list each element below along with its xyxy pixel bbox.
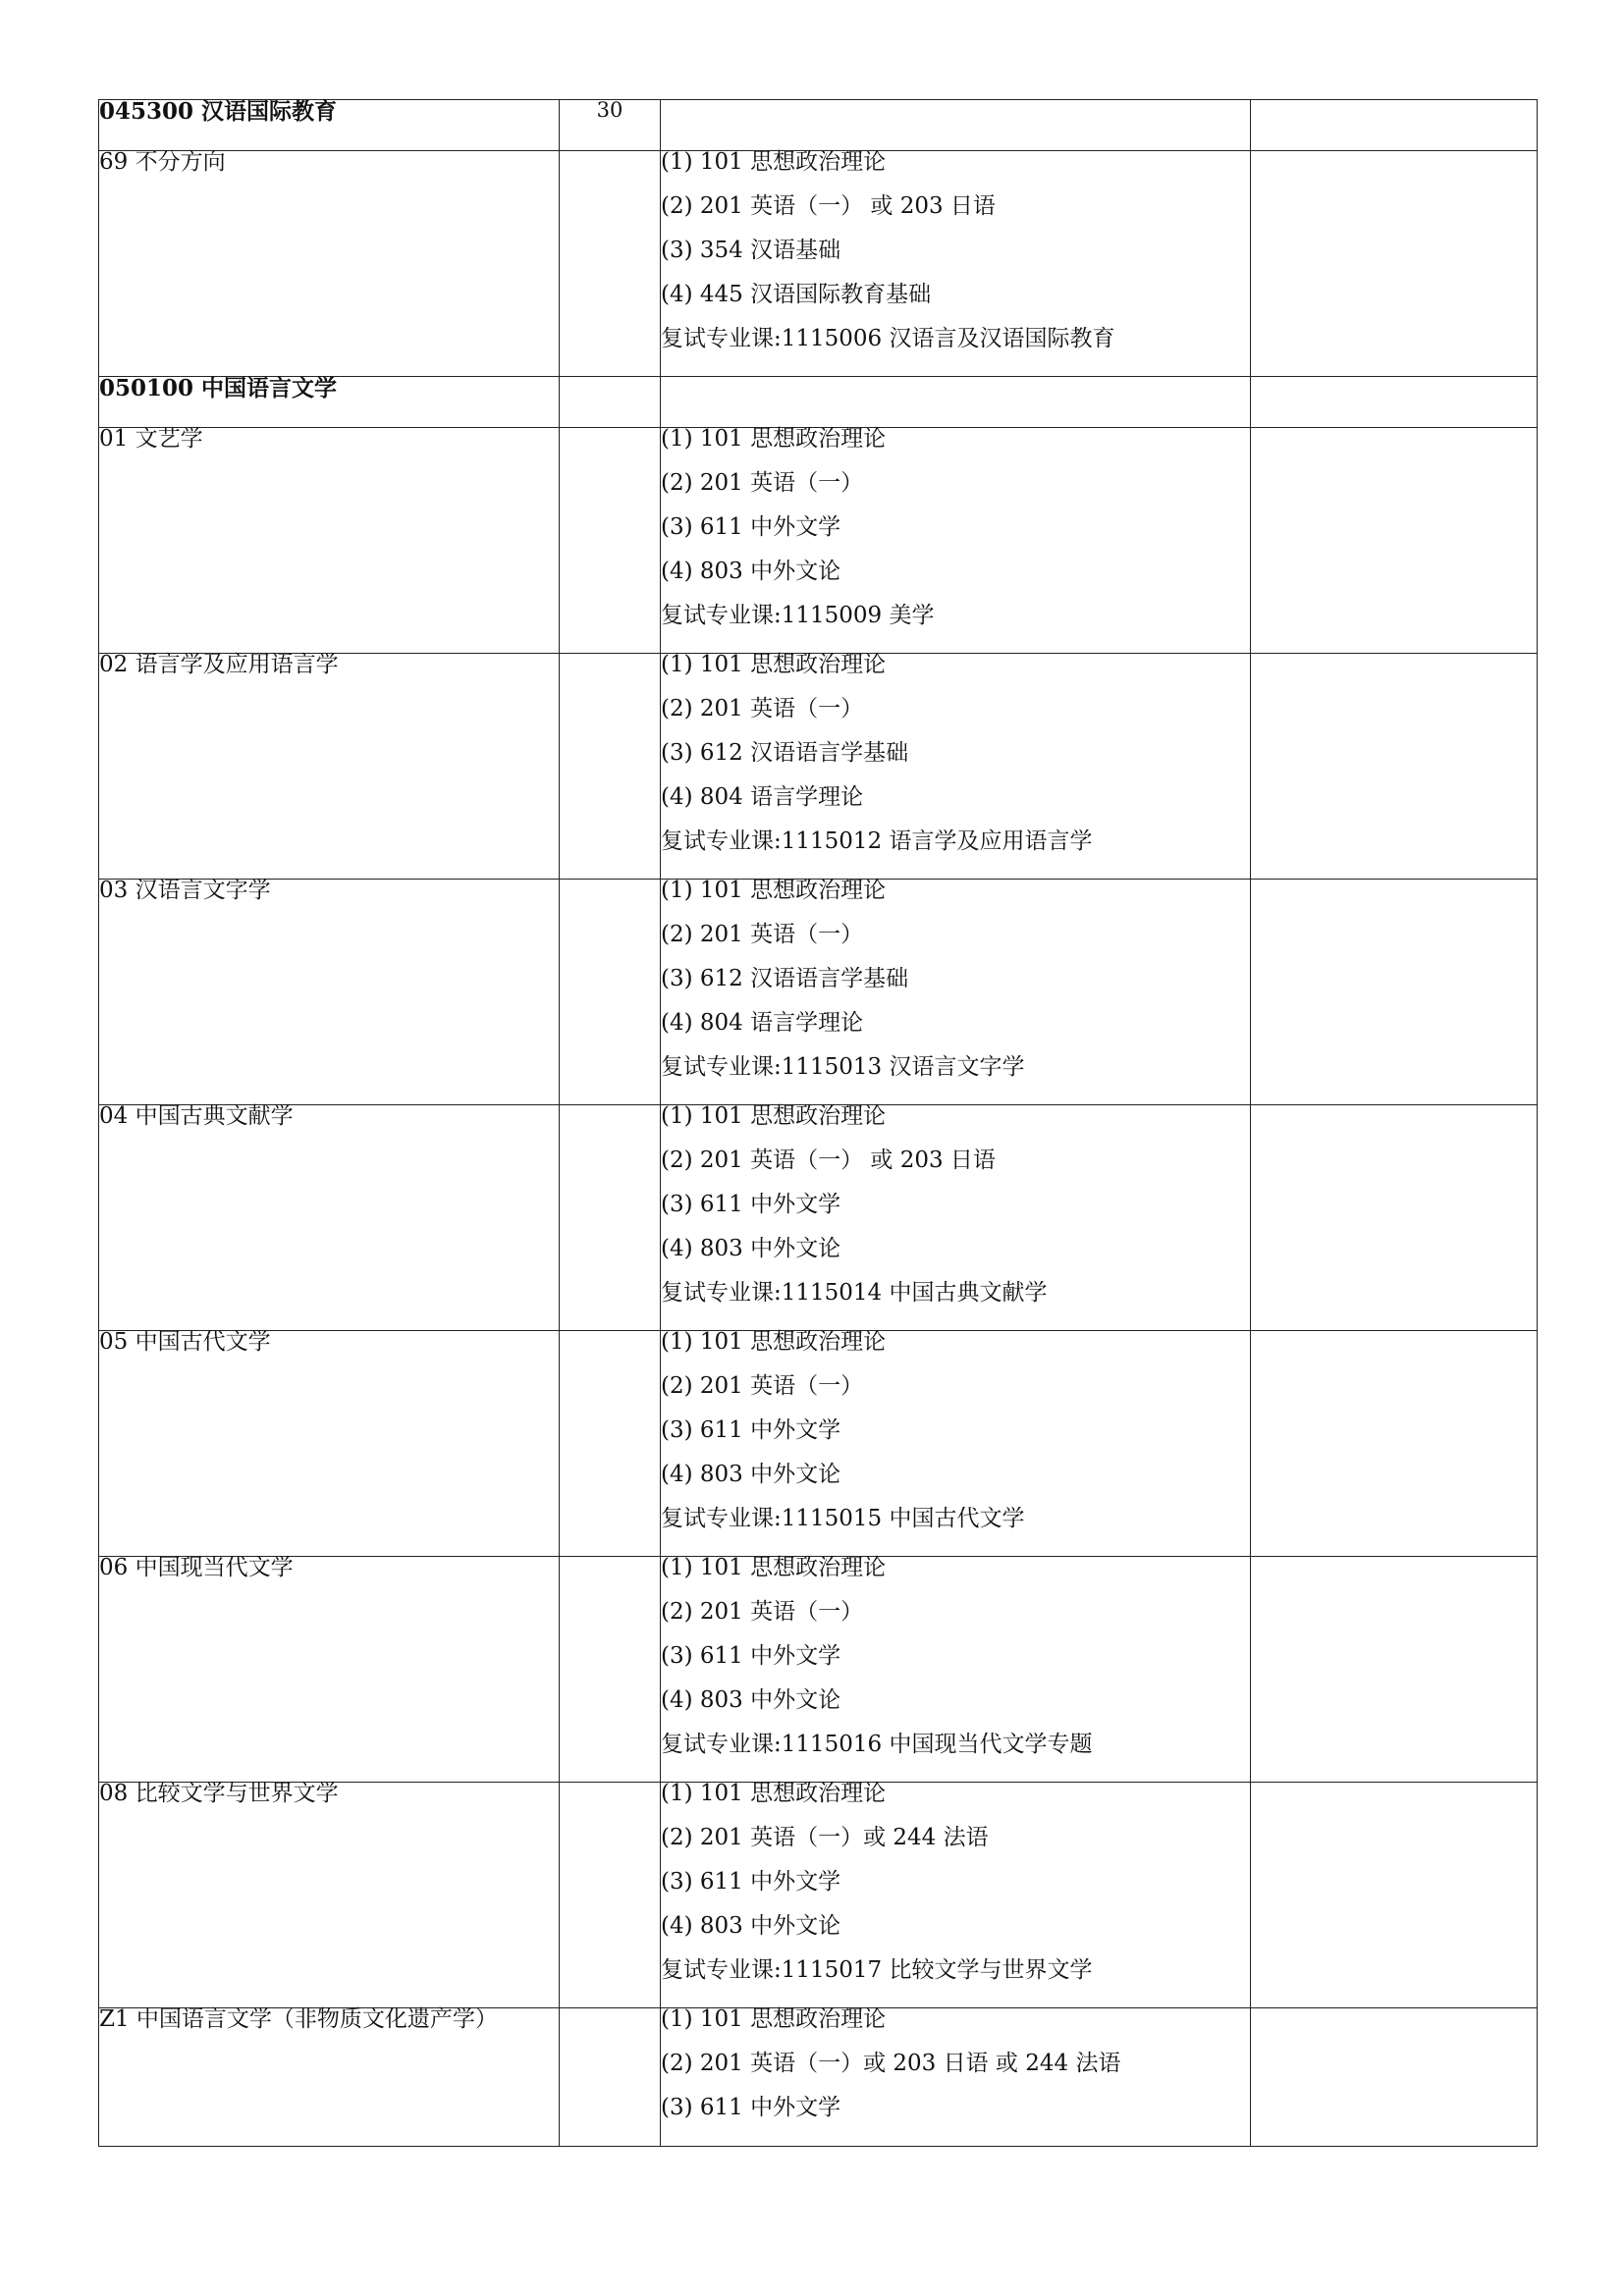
major-name-cell: 050100 中国语言文学 (99, 377, 560, 428)
exam-subject-line: (3) 611 中外文学 (661, 1869, 841, 1895)
remarks-cell (1251, 880, 1538, 1105)
quota-cell (560, 151, 661, 377)
quota-cell (560, 1557, 661, 1783)
exam-subject-line: (3) 611 中外文学 (661, 1643, 841, 1669)
exam-subjects-cell (661, 377, 1251, 428)
direction-name-cell: 06 中国现当代文学 (99, 1557, 560, 1783)
remarks-cell (1251, 1105, 1538, 1331)
exam-subjects-cell (661, 2008, 1251, 2147)
exam-subject-line: (2) 201 英语（一）或 244 法语 (661, 1825, 989, 1850)
remarks-cell (1251, 151, 1538, 377)
direction-row (99, 1557, 1538, 1783)
direction-name-cell: 01 文艺学 (99, 428, 560, 654)
exam-subjects-cell (661, 1557, 1251, 1783)
exam-subject-line: (3) 611 中外文学 (661, 514, 841, 540)
exam-subject-line: (4) 445 汉语国际教育基础 (661, 282, 932, 307)
quota-cell (560, 377, 661, 428)
exam-subject-line: (3) 612 汉语语言学基础 (661, 740, 909, 766)
exam-subject-line: (1) 101 思想政治理论 (661, 878, 887, 903)
direction-name-cell: 02 语言学及应用语言学 (99, 654, 560, 880)
direction-row (99, 2008, 1538, 2147)
exam-subject-line: (3) 612 汉语语言学基础 (661, 966, 909, 991)
direction-row (99, 1331, 1538, 1557)
direction-name-cell: 69 不分方向 (99, 151, 560, 377)
exam-subject-line: (2) 201 英语（一） 或 203 日语 (661, 1148, 996, 1173)
remarks-cell (1251, 1557, 1538, 1783)
exam-subject-line: (4) 803 中外文论 (661, 1462, 841, 1487)
direction-name-cell: 05 中国古代文学 (99, 1331, 560, 1557)
exam-subject-line: (1) 101 思想政治理论 (661, 1555, 887, 1580)
major-row (99, 100, 1538, 151)
exam-subject-line: 复试专业课:1115012 语言学及应用语言学 (661, 828, 1093, 854)
exam-subject-line: (1) 101 思想政治理论 (661, 1781, 887, 1806)
remarks-cell (1251, 377, 1538, 428)
exam-subject-line: (4) 803 中外文论 (661, 1687, 841, 1713)
quota-cell: 30 (560, 100, 661, 151)
direction-row (99, 1783, 1538, 2008)
exam-subjects-cell (661, 100, 1251, 151)
quota-cell (560, 428, 661, 654)
admission-catalog-table (98, 99, 1538, 2147)
direction-row (99, 428, 1538, 654)
exam-subjects-cell (661, 1105, 1251, 1331)
major-name-cell: 045300 汉语国际教育 (99, 100, 560, 151)
major-row (99, 377, 1538, 428)
direction-name-cell: 03 汉语言文字学 (99, 880, 560, 1105)
exam-subject-line: (4) 803 中外文论 (661, 1913, 841, 1939)
remarks-cell (1251, 428, 1538, 654)
quota-cell (560, 654, 661, 880)
exam-subject-line: (2) 201 英语（一） (661, 1373, 864, 1399)
direction-name-cell: Z1 中国语言文学（非物质文化遗产学） (99, 2008, 560, 2147)
remarks-cell (1251, 1331, 1538, 1557)
exam-subject-line: (4) 803 中外文论 (661, 559, 841, 584)
direction-row (99, 654, 1538, 880)
exam-subject-line: (2) 201 英语（一） (661, 696, 864, 721)
remarks-cell (1251, 654, 1538, 880)
exam-subject-line: (2) 201 英语（一） (661, 1599, 864, 1625)
exam-subject-line: 复试专业课:1115016 中国现当代文学专题 (661, 1732, 1093, 1757)
exam-subjects-cell (661, 880, 1251, 1105)
exam-subject-line: 复试专业课:1115014 中国古典文献学 (661, 1280, 1048, 1306)
exam-subject-line: (1) 101 思想政治理论 (661, 2006, 887, 2032)
exam-subject-line: (2) 201 英语（一）或 203 日语 或 244 法语 (661, 2051, 1121, 2076)
exam-subject-line: (4) 803 中外文论 (661, 1236, 841, 1261)
exam-subject-line: (2) 201 英语（一） (661, 470, 864, 496)
table-body (99, 100, 1538, 2147)
direction-name-cell: 08 比较文学与世界文学 (99, 1783, 560, 2008)
quota-cell (560, 2008, 661, 2147)
direction-name-cell: 04 中国古典文献学 (99, 1105, 560, 1331)
exam-subject-line: (2) 201 英语（一） (661, 922, 864, 947)
exam-subject-line: (4) 804 语言学理论 (661, 784, 864, 810)
remarks-cell (1251, 2008, 1538, 2147)
exam-subjects-cell (661, 428, 1251, 654)
exam-subject-line: 复试专业课:1115013 汉语言文字学 (661, 1054, 1025, 1080)
remarks-cell (1251, 1783, 1538, 2008)
quota-cell (560, 1331, 661, 1557)
exam-subject-line: 复试专业课:1115017 比较文学与世界文学 (661, 1957, 1093, 1983)
exam-subject-line: (1) 101 思想政治理论 (661, 1329, 887, 1355)
exam-subject-line: 复试专业课:1115006 汉语言及汉语国际教育 (661, 326, 1115, 351)
exam-subject-line: (3) 611 中外文学 (661, 2095, 841, 2120)
exam-subject-line: (2) 201 英语（一） 或 203 日语 (661, 193, 996, 219)
exam-subjects-cell (661, 1783, 1251, 2008)
exam-subject-line: (3) 354 汉语基础 (661, 238, 841, 263)
exam-subjects-cell (661, 151, 1251, 377)
direction-row (99, 880, 1538, 1105)
exam-subject-line: (3) 611 中外文学 (661, 1192, 841, 1217)
direction-row (99, 1105, 1538, 1331)
quota-cell (560, 1783, 661, 2008)
exam-subjects-cell (661, 654, 1251, 880)
direction-row (99, 151, 1538, 377)
quota-cell (560, 880, 661, 1105)
exam-subject-line: (1) 101 思想政治理论 (661, 1103, 887, 1129)
exam-subject-line: (3) 611 中外文学 (661, 1417, 841, 1443)
exam-subject-line: (4) 804 语言学理论 (661, 1010, 864, 1036)
quota-cell (560, 1105, 661, 1331)
exam-subject-line: (1) 101 思想政治理论 (661, 149, 887, 175)
exam-subject-line: (1) 101 思想政治理论 (661, 426, 887, 452)
exam-subject-line: 复试专业课:1115009 美学 (661, 603, 935, 628)
remarks-cell (1251, 100, 1538, 151)
exam-subject-line: 复试专业课:1115015 中国古代文学 (661, 1506, 1025, 1531)
exam-subjects-cell (661, 1331, 1251, 1557)
exam-subject-line: (1) 101 思想政治理论 (661, 652, 887, 677)
